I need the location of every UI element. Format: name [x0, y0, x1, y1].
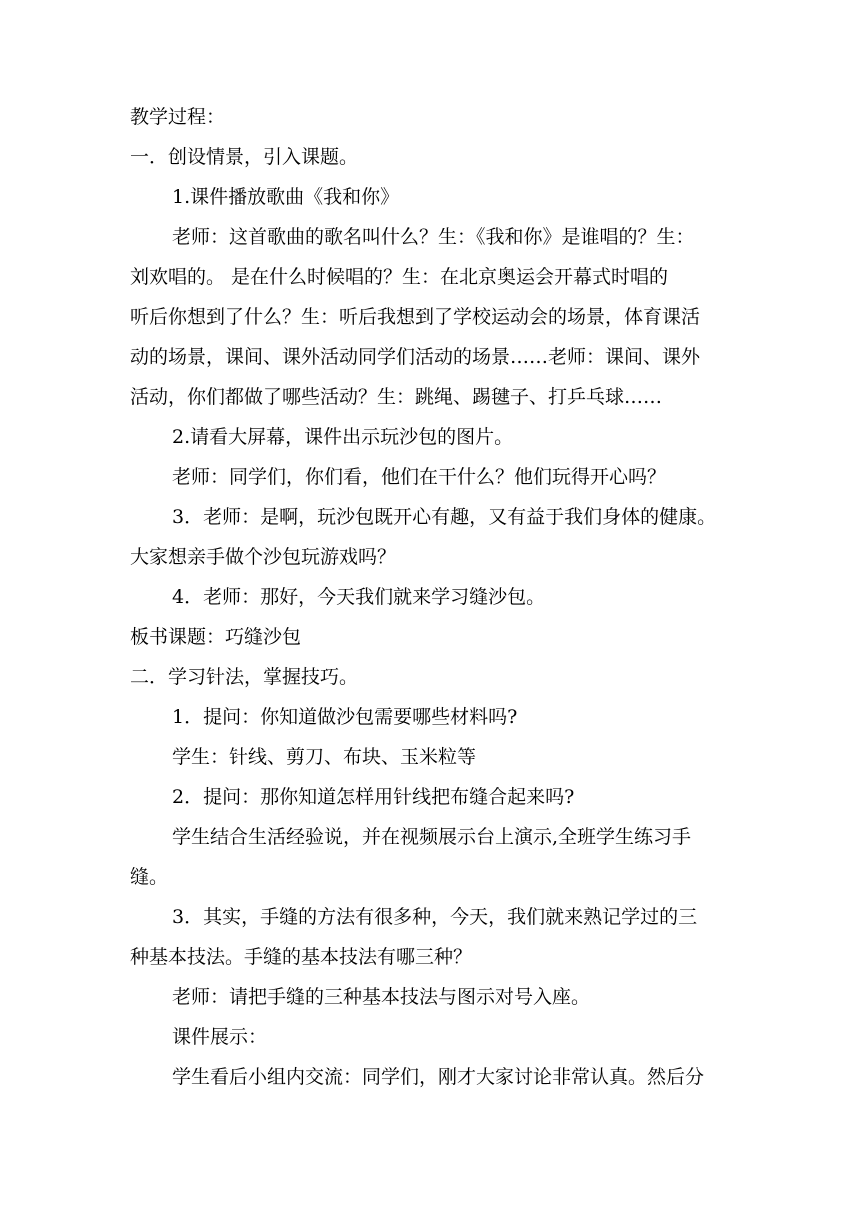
text-line: 1.课件播放歌曲《我和你》 [172, 186, 400, 208]
text-line: 课件展示： [172, 1026, 268, 1048]
text-line: 教学过程： [130, 106, 226, 128]
text-line: 3．老师：是啊，玩沙包既开心有趣，又有益于我们身体的健康。 [172, 506, 717, 528]
text-line: 2.请看大屏幕，课件出示玩沙包的图片。 [172, 426, 514, 448]
text-line: 大家想亲手做个沙包玩游戏吗？ [130, 546, 397, 568]
text-line: 3．其实，手缝的方法有很多种，今天，我们就来熟记学过的三 [172, 906, 698, 928]
text-line: 刘欢唱的。 是在什么时候唱的？生：在北京奥运会开幕式时唱的 [130, 266, 669, 288]
text-line: 活动，你们都做了哪些活动？生：跳绳、踢毽子、打乒乓球…… [130, 386, 663, 408]
text-line: 老师：这首歌曲的歌名叫什么？生：《我和你》是谁唱的？生： [172, 226, 695, 248]
text-line: 学生看后小组内交流：同学们，刚才大家讨论非常认真。然后分 [172, 1066, 705, 1088]
text-line: 2．提问：那你知道怎样用针线把布缝合起来吗? [172, 786, 575, 808]
document-body [130, 97, 740, 1097]
text-line: 缝。 [130, 866, 169, 888]
text-line: 动的场景，课间、课外活动同学们活动的场景……老师：课间、课外 [130, 346, 701, 368]
text-line: 4．老师：那好，今天我们就来学习缝沙包。 [172, 586, 546, 608]
text-line: 听后你想到了什么？生：听后我想到了学校运动会的场景，体育课活 [130, 306, 701, 328]
text-line: 种基本技法。手缝的基本技法有哪三种？ [130, 946, 473, 968]
text-line: 老师：同学们，你们看，他们在干什么？他们玩得开心吗？ [172, 466, 667, 488]
text-line: 学生：针线、剪刀、布块、玉米粒等 [172, 746, 477, 768]
text-line: 老师：请把手缝的三种基本技法与图示对号入座。 [172, 986, 591, 1008]
text-line: 板书课题：巧缝沙包 [130, 626, 302, 648]
section-heading: 二．学习针法，掌握技巧。 [130, 666, 359, 688]
section-heading: 一．创设情景，引入课题。 [130, 146, 359, 168]
text-line: 1．提问：你知道做沙包需要哪些材料吗? [172, 706, 518, 728]
text-line: 学生结合生活经验说，并在视频展示台上演示,全班学生练习手 [172, 826, 692, 848]
